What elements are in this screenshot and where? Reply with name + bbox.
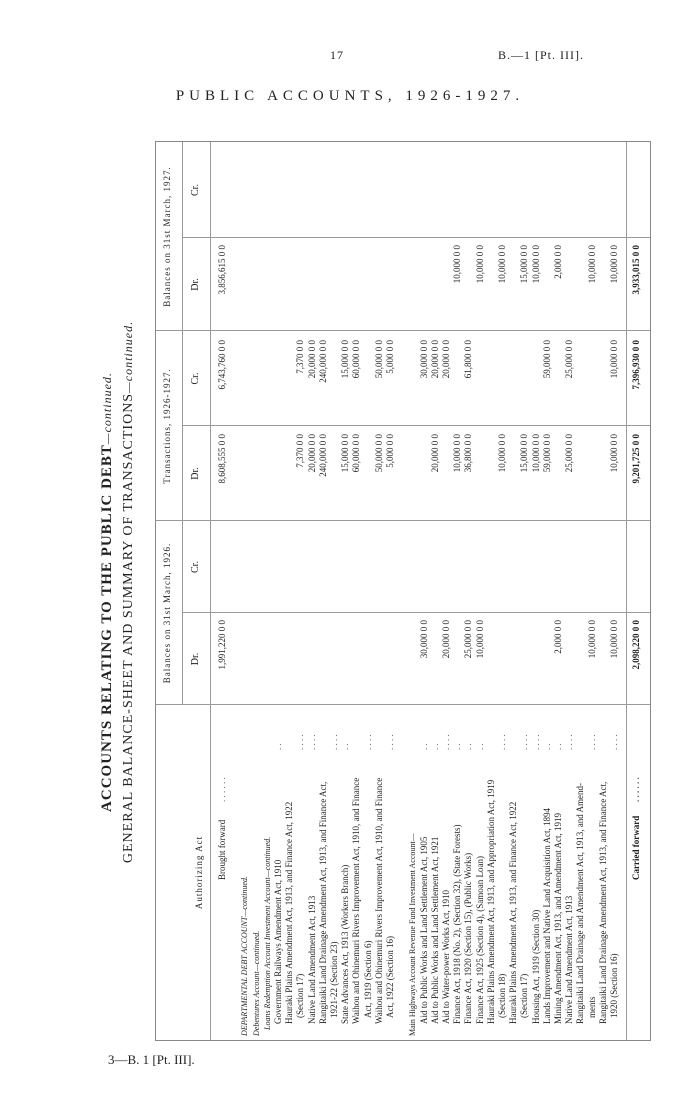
leader-dots: . . [340,743,351,750]
row-label: Lands Improvement and Native Land Acquisition Act, 1894 [541,808,552,1024]
page-title: PUBLIC ACCOUNTS, 1926-1927. [175,88,525,104]
cell-tx-dr: 15,000 0 0 [519,434,530,473]
table-main-title [99,127,116,1057]
sub-title-text: GENERAL BALANCE-SHEET AND SUMMARY OF TRANSACTIONS [121,392,136,864]
leader-dots: . . [273,743,283,750]
leader-dots: . . . . [329,734,339,750]
row-label: 1921-22 (Section 23) [329,941,339,1018]
row-label: (Section 17) [519,973,530,1018]
leader-dots: . . [474,743,485,750]
leader-dots: . . [418,743,429,750]
cell-tx-dr: 7,370 0 0 [295,434,306,468]
cell-tx-cr: 59,000 0 0 [541,340,552,379]
row-label: Waihou and Ohinemuri Rivers Improvement Act, 1910, and Finance [373,777,384,1024]
balance-sheet-table [155,141,651,1041]
row-label: Waihou and Ohinemuri Rivers Improvement Act, 1910, and Finance [351,777,362,1024]
row-label: Main Highways Account Revenue Fund Investment Account— [408,833,418,1036]
row-label: Mining Amendment Act, 1913, and Amendment Act, 1919 [553,813,563,1024]
cell-b26-dr: 2,000 0 0 [553,620,563,654]
leader-dots: . . . . [295,734,306,750]
leader-dots: . . . . [385,734,395,750]
cell-tx-dr: 59,000 0 0 [541,434,552,473]
cell-b27-dr: 10,000 0 0 [474,245,485,284]
row-label: Rangitaiki Land Drainage Amendment Act, 1913, and Finance Act, [597,781,608,1024]
group-header-1927: Balances on 31st March, 1927. [162,166,172,307]
cell-tx-cr: 10,000 0 0 [609,340,619,379]
cell-tx-dr: 25,000 0 0 [564,434,575,473]
leader-dots: . . . . [519,734,530,750]
main-title-text: ACCOUNTS RELATING TO THE PUBLIC DEBT [99,444,115,812]
row-label: Rangitaiki Land Drainage and Amendment Act, 1913, and Amend- [575,783,586,1024]
row-label: (Section 17) [295,973,306,1018]
row-label: Aid to Public Works and Land Settlement Act, 1905 [418,836,429,1024]
row-label: 1920 (Section 16) [609,953,619,1018]
cf-tx-dr: 9,201,725 0 0 [631,434,641,484]
cf-b27-dr: 3,933,015 0 0 [631,245,641,295]
leader-dots: . . . . [306,734,317,750]
cell-tx-dr: 20,000 0 0 [429,434,440,473]
carried-forward-dots: . . . . . . [631,777,641,802]
cell-b26-dr: 1,991,220 0 0 [217,620,227,670]
dr-header-1926: Dr. [190,652,201,666]
table-sub-title [121,127,137,1057]
page-number: 17 [330,48,344,62]
leader-dots: . . . . [497,734,507,750]
row-label: Hauraki Plains Amendment Act, 1913, and Finance Act, 1922 [508,801,519,1024]
row-label: Hauraki Plains Amendment Act, 1913, and Appropriation Act, 1919 [485,779,496,1024]
row-label: Act, 1922 (Section 16) [385,936,395,1018]
row-label: Native Land Amendment Act, 1913 [564,895,575,1024]
group-header-transactions: Transactions, 1926-1927. [162,368,172,484]
cell-tx-cr: 6,743,760 0 0 [217,340,227,390]
leader-dots: . . . . [586,734,597,750]
dr-header-transactions: Dr. [190,467,201,480]
sub-title-suffix: —continued. [121,320,135,393]
cell-tx-cr: 20,000 0 0 [441,340,451,379]
dr-header-1927: Dr. [190,278,201,291]
cell-tx-cr: 25,000 0 0 [564,340,575,379]
row-label: Loans Redemption Account Investment Account—continued. [262,836,272,1030]
cell-b27-dr: 3,856,615 0 0 [217,245,227,295]
cell-tx-cr: 15,000 0 0 [340,340,351,379]
row-label: Finance Act, 1925 (Section 4), (Samoan Loan) [474,856,485,1024]
group-header-1926: Balances on 31st March, 1926. [162,542,172,684]
leader-dots: . . . . . . [217,777,227,802]
cell-b27-dr: 15,000 0 0 [519,245,530,284]
cell-tx-dr: 36,800 0 0 [463,434,474,473]
cell-tx-cr: 20,000 0 0 [306,340,317,379]
cell-b27-dr: 10,000 0 0 [609,245,619,284]
row-label: ments [586,996,597,1018]
row-label: Debentures Account—continued. [251,930,261,1036]
leader-dots: . . [553,743,563,750]
carried-forward-row [630,142,643,1040]
page-footer: 3—B. 1 [Pt. III]. [108,1052,195,1067]
cell-tx-dr: 240,000 0 0 [317,434,328,477]
cell-b27-dr: 10,000 0 0 [452,245,463,284]
leader-dots: . . . . [609,734,619,750]
cell-tx-dr: 15,000 0 0 [340,434,351,473]
cell-tx-dr: 10,000 0 0 [530,434,541,473]
cf-b26-dr: 2,098,220 0 0 [631,620,641,670]
cell-tx-cr: 30,000 0 0 [418,340,429,379]
row-label: Finance Act, 1920 (Section 15), (Public Works) [463,852,474,1024]
leader-dots: . . . . [564,734,575,750]
cell-b27-dr: 2,000 0 0 [553,245,563,279]
rotated-table-block [97,127,657,1057]
row-label: Brought forward [217,819,227,880]
cell-b26-dr: 10,000 0 0 [609,620,619,659]
row-label: DEPARTMENTAL DEBT ACCOUNT—continued. [240,876,250,1036]
cell-b26-dr: 10,000 0 0 [586,620,597,659]
cell-b27-dr: 10,000 0 0 [497,245,507,284]
cr-header-transactions: Cr. [190,372,201,385]
cell-tx-dr: 60,000 0 0 [351,434,362,473]
leader-dots: . . [429,743,440,750]
leader-dots: . . [463,743,474,750]
cell-b26-dr: 25,000 0 0 [463,620,474,659]
row-label: State Advances Act, 1913 (Workers Branch) [340,864,351,1024]
row-label: Hauraki Plains Amendment Act, 1913, and Finance Act, 1922 [284,801,295,1024]
row-label: Aid to Public Works and Land Settlement Act, 1921 [429,836,440,1024]
leader-dots: . . [541,743,552,750]
leader-dots: . . . . [441,734,451,750]
document-reference: B.—1 [Pt. III]. [498,48,584,62]
cell-tx-cr: 20,000 0 0 [429,340,440,379]
row-label: Native Land Amendment Act, 1913 [306,895,317,1024]
cell-tx-cr: 240,000 0 0 [317,340,328,383]
cell-b27-dr: 10,000 0 0 [530,245,541,284]
cell-tx-cr: 7,370 0 0 [295,340,306,374]
row-label: Rangitaiki Land Drainage Amendment Act, 1913, and Finance Act, [317,781,328,1024]
leader-dots: . . [452,743,463,750]
cell-tx-cr: 60,000 0 0 [351,340,362,379]
cell-b26-dr: 30,000 0 0 [418,620,429,659]
cell-b27-dr: 10,000 0 0 [586,245,597,284]
carried-forward-label: Carried forward [631,815,641,880]
cell-tx-dr: 8,608,555 0 0 [217,434,227,484]
table-row [608,142,621,1040]
row-label: Finance Act, 1918 (No. 2), (Section 32), (State Forests) [452,824,463,1024]
cr-header-1927: Cr. [190,184,201,196]
cell-tx-cr: 5,000 0 0 [385,340,395,374]
cell-tx-dr: 10,000 0 0 [609,434,619,473]
row-label: Housing Act, 1919 (Section 30) [530,909,541,1024]
cf-tx-cr: 7,396,930 0 0 [631,340,641,390]
leader-dots: . . . . [530,734,541,750]
row-label: Government Railways Amendment Act, 1910 [273,859,283,1024]
leader-dots: . . . . [362,734,373,750]
cell-tx-dr: 10,000 0 0 [497,434,507,473]
row-label: Aid to Water-power Works Act, 1910 [441,889,451,1024]
main-title-suffix: —continued. [100,372,114,445]
cell-b26-dr: 10,000 0 0 [474,620,485,659]
cell-b26-dr: 20,000 0 0 [441,620,451,659]
cell-tx-cr: 61,800 0 0 [463,340,474,379]
cell-tx-dr: 10,000 0 0 [452,434,463,473]
authorizing-act-header: Authorizing Act [194,835,204,910]
cell-tx-cr: 50,000 0 0 [373,340,384,379]
cell-tx-dr: 5,000 0 0 [385,434,395,468]
cr-header-1926: Cr. [190,561,201,573]
cell-tx-dr: 20,000 0 0 [306,434,317,473]
row-label: Act, 1919 (Section 6) [362,940,373,1018]
cell-tx-dr: 50,000 0 0 [373,434,384,473]
row-label: (Section 18) [497,973,507,1018]
